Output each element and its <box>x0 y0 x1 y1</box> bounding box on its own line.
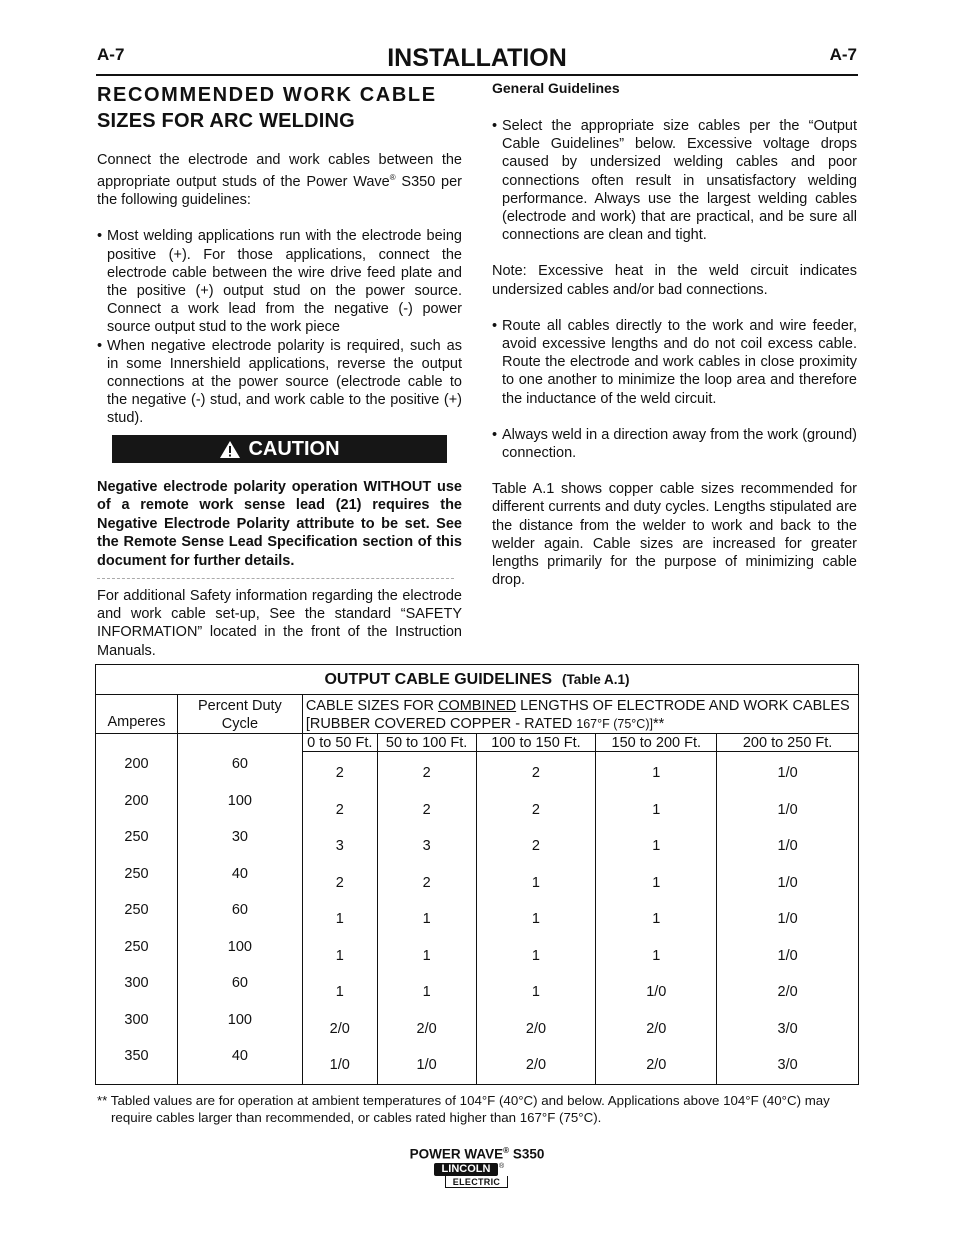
right-body <box>492 117 857 589</box>
cable-size-cell: 1 <box>335 984 344 1000</box>
list-item: • When negative electrode polarity is required, such as in some Innershield applications, reverse the output connections at the power source (electrode cable to the negative (-) stud, and work cable to the positive (+) stud). <box>97 337 462 427</box>
cable-size-cell: 1/0 <box>777 911 798 927</box>
cable-size-cell: 1/0 <box>329 1057 350 1073</box>
list-item: • Always weld in a direction away from the work (ground) connection. <box>492 426 857 462</box>
cable-size-cell: 3/0 <box>777 1020 798 1037</box>
cable-size-cell: 2/0 <box>777 984 798 1000</box>
cable-size-cell: 2 <box>335 765 344 781</box>
cable-size-cell: 2 <box>335 874 344 891</box>
cable-size-cell: 1 <box>652 947 661 964</box>
size-column <box>302 752 377 1085</box>
caution-text: Negative electrode polarity operation WITHOUT use of a remote work sense lead (21) requires the Negative Electrode Polarity attribute to be set. See the Remote Sense Lead Specification section of this document for further details. <box>97 479 462 569</box>
amperes-cell: 250 <box>124 902 149 918</box>
page-number-left: A-7 <box>97 45 125 64</box>
note-paragraph: Note: Excessive heat in the weld circuit indicates undersized cables and/or bad connections. <box>492 263 857 298</box>
cable-size-cell: 2/0 <box>646 1020 667 1037</box>
header-rule <box>96 74 858 76</box>
cable-size-cell: 3 <box>422 838 431 854</box>
cable-size-cell: 1/0 <box>777 801 798 818</box>
amperes-cell: 300 <box>124 1011 149 1028</box>
cable-size-cell: 1 <box>335 947 344 964</box>
cable-size-cell: 3 <box>335 838 344 854</box>
cable-size-cell: 2 <box>422 801 431 818</box>
caution-label: CAUTION <box>248 437 340 460</box>
cable-size-cell: 2/0 <box>329 1020 350 1037</box>
table-footnote: ** Tabled values are for operation at ambient temperatures of 104°F (40°C) and below. Applications above 104°F (40°C) may require cables larger than recommended, or cables rated higher than 167°F (75°C). <box>97 1093 830 1125</box>
duty-cycle-cell: 100 <box>227 1011 252 1028</box>
general-guidelines-heading: General Guidelines <box>492 80 620 96</box>
cable-size-cell: 1 <box>531 874 540 891</box>
table-intro-paragraph: Table A.1 shows copper cable sizes recommended for different currents and duty cycles. Lengths stipulated are the distance from the welder to work and back to the welder again. Cable sizes are increased for greater lengths primarily for the purpose of minimizing cable drop. <box>492 481 857 589</box>
section-heading-line1: RECOMMENDED WORK CABLE <box>97 84 437 106</box>
length-header: 200 to 250 Ft. <box>717 734 859 752</box>
divider <box>97 578 454 579</box>
cable-size-cell: 2/0 <box>416 1020 437 1037</box>
cable-size-cell: 2/0 <box>525 1020 547 1037</box>
duty-cycle-cell: 60 <box>231 975 248 991</box>
header-cable-sizes: CABLE SIZES FOR COMBINED LENGTHS OF ELECTRODE AND WORK CABLES [RUBBER COVERED COPPER - RATED 167°F (75°C)]** <box>302 695 858 734</box>
lincoln-electric-logo: LINCOLN ® ELECTRIC <box>434 1163 510 1189</box>
duty-column <box>177 734 302 1085</box>
cable-size-cell: 1 <box>422 984 431 1000</box>
intro-paragraph: Connect the electrode and work cables between the appropriate output studs of the Power Wave® S350 per the following guidelines: <box>97 152 462 209</box>
page-title: INSTALLATION <box>387 44 567 72</box>
cable-size-cell: 2/0 <box>525 1057 547 1073</box>
cable-size-cell: 1/0 <box>777 838 798 854</box>
safety-paragraph: For additional Safety information regarding the electrode and work cable set-up, See the standard “SAFETY INFORMATION” located in the front of the Instruction Manuals. <box>97 588 462 659</box>
amperes-cell: 250 <box>124 938 149 955</box>
cable-size-cell: 2 <box>335 801 344 818</box>
length-header: 50 to 100 Ft. <box>377 734 476 752</box>
length-header: 0 to 50 Ft. <box>302 734 377 752</box>
duty-cycle-cell: 100 <box>227 792 252 809</box>
cable-size-cell: 1 <box>652 765 661 781</box>
length-header: 100 to 150 Ft. <box>476 734 596 752</box>
duty-cycle-cell: 40 <box>231 1048 248 1064</box>
cable-size-cell: 1 <box>531 947 540 964</box>
cable-size-cell: 1 <box>531 984 540 1000</box>
cable-size-cell: 1/0 <box>777 947 798 964</box>
cable-size-cell: 1 <box>652 801 661 818</box>
amperes-cell: 200 <box>124 756 149 772</box>
caution-banner <box>112 435 447 463</box>
product-name: POWER WAVE® S350 <box>409 1146 545 1162</box>
cable-size-cell: 3/0 <box>777 1057 798 1073</box>
size-column <box>596 752 717 1085</box>
output-cable-table <box>95 664 859 1085</box>
cable-size-cell: 1 <box>335 911 344 927</box>
length-header: 150 to 200 Ft. <box>596 734 717 752</box>
cable-size-cell: 2/0 <box>646 1057 667 1073</box>
list-item: • Most welding applications run with the electrode being positive (+). For those applications, connect the electrode cable between the wire drive feed plate and the positive (+) output stud on the power source. Connect a work lead from the negative (-) power source output stud to the work piece <box>97 228 462 336</box>
left-body <box>97 151 462 428</box>
cable-size-cell: 1/0 <box>646 984 667 1000</box>
duty-cycle-cell: 60 <box>231 902 248 918</box>
cable-size-cell: 1 <box>652 911 661 927</box>
section-heading-line2: SIZES FOR ARC WELDING <box>97 110 355 132</box>
cable-size-cell: 2 <box>422 874 431 891</box>
cable-size-cell: 1 <box>652 838 661 854</box>
amperes-cell: 250 <box>124 865 149 882</box>
list-item: • Select the appropriate size cables per the “Output Cable Guidelines” below. Excessive voltage drops caused by undersized welding cables and poor connections often result in unsatisfactory welding performance. Always use the largest welding cables (electrode and work) that are practical, and be sure all connections are clean and tight. <box>492 118 857 244</box>
size-column <box>717 752 859 1085</box>
duty-cycle-cell: 40 <box>231 865 248 882</box>
page-number-right: A-7 <box>829 45 857 64</box>
cable-size-cell: 1 <box>422 911 431 927</box>
duty-cycle-cell: 60 <box>231 756 248 772</box>
duty-cycle-cell: 30 <box>231 829 248 845</box>
cable-size-cell: 2 <box>422 765 431 781</box>
cable-size-cell: 1/0 <box>416 1057 437 1073</box>
section-heading <box>97 82 467 134</box>
cable-size-cell: 2 <box>531 801 540 818</box>
table-caption: OUTPUT CABLE GUIDELINES (Table A.1) <box>96 665 859 695</box>
amperes-cell: 250 <box>124 829 149 845</box>
amperes-column <box>96 734 178 1085</box>
size-column <box>476 752 596 1085</box>
cable-size-cell: 1 <box>422 947 431 964</box>
warning-triangle-icon <box>219 440 241 459</box>
cable-size-cell: 1/0 <box>777 874 798 891</box>
cable-size-cell: 1/0 <box>777 765 798 781</box>
amperes-cell: 350 <box>124 1048 149 1064</box>
header-amperes: Amperes <box>96 695 178 734</box>
cable-size-cell: 2 <box>531 838 540 854</box>
cable-size-cell: 2 <box>531 765 540 781</box>
header-duty-cycle: Percent Duty Cycle <box>177 695 302 734</box>
list-item: • Route all cables directly to the work and wire feeder, avoid excessive lengths and do not coil excess cable. Route the electrode and work cables in close proximity to one another to minimize the loop area and therefore the inductance of the weld circuit. <box>492 317 857 407</box>
amperes-cell: 200 <box>124 792 149 809</box>
cable-size-cell: 1 <box>531 911 540 927</box>
size-column <box>377 752 476 1085</box>
cable-size-cell: 1 <box>652 874 661 891</box>
amperes-cell: 300 <box>124 975 149 991</box>
duty-cycle-cell: 100 <box>227 938 252 955</box>
